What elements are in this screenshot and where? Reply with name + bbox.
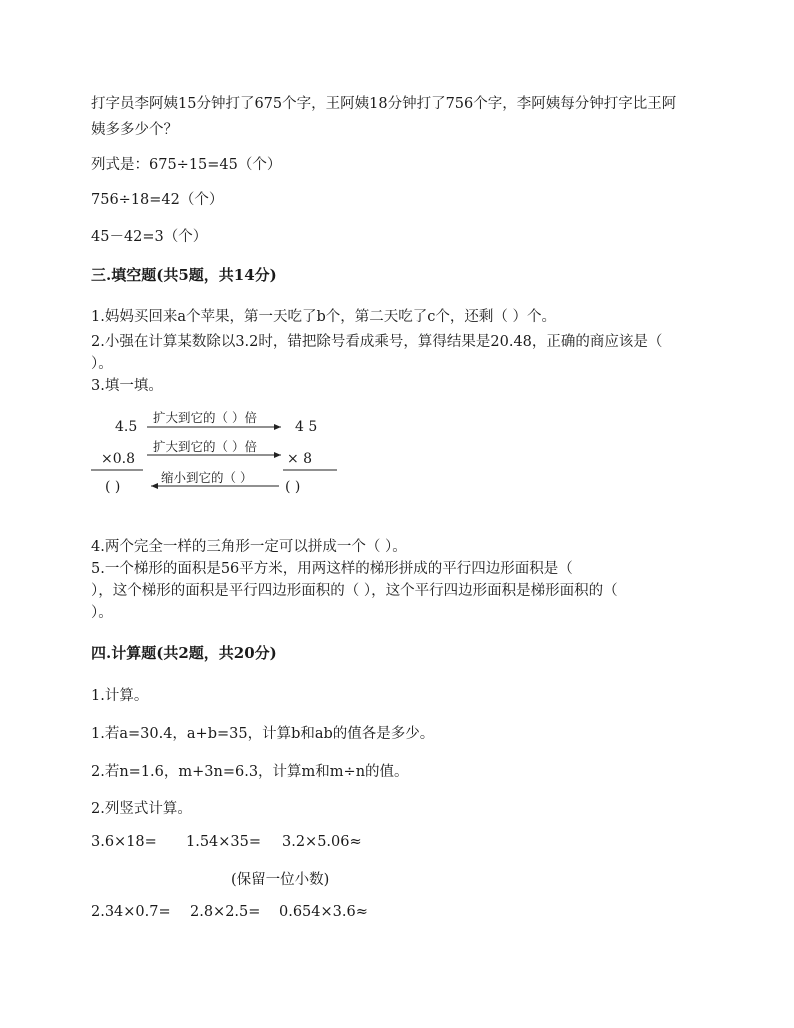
- fill-question-2-line-1: 2.小强在计算某数除以3.2时，错把除号看成乘号，算得结果是20.48，正确的商应该是（: [91, 334, 663, 350]
- calc-item: 2.34×0.7=: [91, 904, 171, 920]
- calc-question-2: 2.列竖式计算。: [91, 801, 192, 817]
- top-right-number: 4 5: [295, 419, 318, 435]
- fill-question-2-line-2: ）。: [91, 356, 113, 372]
- calc-item: 3.6×18=: [91, 834, 157, 850]
- solution-line-2: 756÷18=42（个）: [91, 192, 224, 208]
- multiplier-right: × 8: [287, 451, 313, 467]
- problem-line-2: 姨多多少个？: [91, 122, 178, 138]
- arrow-2-label: 扩大到它的（ ）倍: [153, 439, 257, 454]
- calc-item: 3.2×5.06≈: [282, 834, 362, 850]
- fill-question-3: 3.填一填。: [91, 378, 163, 394]
- arrow-2-head: [274, 452, 281, 458]
- arrow-3-head: [151, 483, 158, 489]
- fill-question-5-line-3: ）。: [91, 605, 113, 621]
- arrow-1-head: [274, 424, 281, 430]
- multiplier-left: ×0.8: [101, 451, 135, 467]
- fill-question-5-line-2: ），这个梯形的面积是平行四边形面积的（ ），这个平行四边形面积是梯形面积的（: [91, 583, 618, 599]
- section-3-title: 三.填空题(共5题，共14分): [91, 266, 277, 284]
- solution-line-3: 45－42=3（个）: [91, 229, 208, 245]
- arrow-3-label: 缩小到它的（ ）: [161, 470, 253, 485]
- problem-line-1: 打字员李阿姨15分钟打了675个字，王阿姨18分钟打了756个字，李阿姨每分钟打字比王阿: [91, 96, 677, 112]
- result-left-blank: ( ): [105, 479, 121, 495]
- arrow-1-label: 扩大到它的（ ）倍: [153, 410, 257, 425]
- result-right-blank: ( ): [285, 479, 301, 495]
- multiplication-diagram: [91, 405, 351, 505]
- fill-question-1: 1.妈妈买回来a个苹果，第一天吃了b个，第二天吃了c个，还剩（ ）个。: [91, 309, 556, 325]
- section-4-title: 四.计算题(共2题，共20分): [91, 644, 277, 662]
- calc-question-1-a: 1.若a=30.4，a+b=35，计算b和ab的值各是多少。: [91, 726, 435, 742]
- calc-question-1-b: 2.若n=1.6，m+3n=6.3，计算m和m÷n的值。: [91, 764, 409, 780]
- fill-question-5-line-1: 5.一个梯形的面积是56平方米，用两这样的梯形拼成的平行四边形面积是（: [91, 561, 573, 577]
- top-left-number: 4.5: [115, 419, 138, 435]
- calc-item: 1.54×35=: [186, 834, 262, 850]
- fill-question-4: 4.两个完全一样的三角形一定可以拼成一个（ ）。: [91, 539, 407, 555]
- calc-item: 2.8×2.5=: [190, 904, 261, 920]
- rounding-note: (保留一位小数): [231, 872, 330, 888]
- calc-question-1: 1.计算。: [91, 688, 149, 704]
- solution-line-1: 列式是：675÷15=45（个）: [91, 157, 282, 173]
- calc-item: 0.654×3.6≈: [279, 904, 368, 920]
